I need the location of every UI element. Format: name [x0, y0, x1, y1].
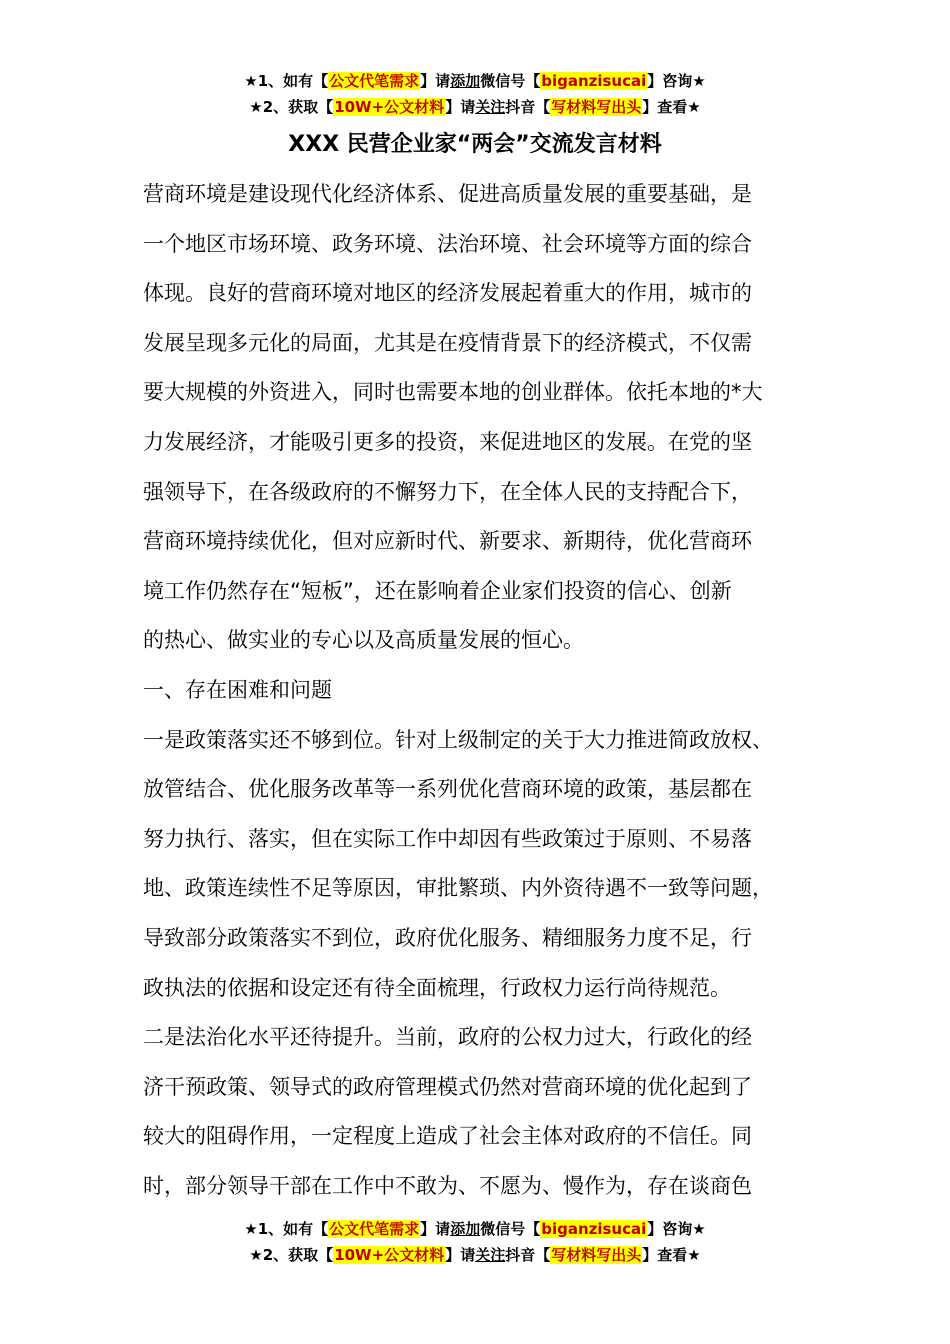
promo-highlight: 写材料写出头 — [551, 1246, 642, 1264]
promo-line-2 — [0, 94, 950, 120]
promo-text: 】请 — [445, 1246, 476, 1264]
body-line: 发展呈现多元化的局面，尤其是在疫情背景下的经济模式，不仅需 — [143, 330, 752, 355]
body-line: 体现。良好的营商环境对地区的经济发展起着重大的作用，城市的 — [143, 281, 752, 306]
promo-text: 】请 — [420, 72, 451, 90]
promo-banner-top — [0, 68, 950, 120]
body-line: 一个地区市场环境、政务环境、法治环境、社会环境等方面的综合 — [143, 231, 752, 256]
body-line: 导致部分政策落实不到位，政府优化服务、精细服务力度不足，行 — [143, 925, 752, 950]
body-line: 放管结合、优化服务改革等一系列优化营商环境的政策，基层都在 — [143, 777, 752, 802]
body-line: 一是政策落实还不够到位。针对上级制定的关于大力推进简政放权、 — [143, 727, 773, 752]
promo-line-2 — [0, 1242, 950, 1268]
promo-text: 微信号【 — [480, 72, 541, 90]
promo-text: ★1、如有【 — [244, 1220, 329, 1238]
body-line: 营商环境持续优化，但对应新时代、新要求、新期待，优化营商环 — [143, 529, 752, 554]
promo-highlight: 公文代笔需求 — [329, 72, 420, 90]
promo-text: 】查看★ — [642, 98, 701, 116]
document-body — [143, 170, 833, 1211]
promo-text: 】咨询★ — [647, 72, 706, 90]
promo-text: ★2、获取【 — [249, 98, 334, 116]
document-title: XXX 民营企业家“两会”交流发言材料 — [288, 132, 662, 157]
body-line: 济干预政策、领导式的政府管理模式仍然对营商环境的优化起到了 — [143, 1074, 752, 1099]
promo-text: 】咨询★ — [647, 1220, 706, 1238]
body-line: 力发展经济，才能吸引更多的投资，来促进地区的发展。在党的坚 — [143, 429, 752, 454]
body-line: 努力执行、落实，但在实际工作中却因有些政策过于原则、不易落 — [143, 826, 752, 851]
promo-underline: 关注 — [475, 98, 506, 116]
body-line: 要大规模的外资进入，同时也需要本地的创业群体。依托本地的*大 — [143, 380, 763, 405]
body-line: 的热心、做实业的专心以及高质量发展的恒心。 — [143, 628, 584, 653]
body-line: 时，部分领导干部在工作中不敢为、不愿为、慢作为，存在谈商色 — [143, 1173, 752, 1198]
promo-text: 抖音【 — [505, 1246, 551, 1264]
body-line: 营商环境是建设现代化经济体系、促进高质量发展的重要基础，是 — [143, 182, 752, 206]
promo-banner-bottom — [0, 1216, 950, 1268]
promo-underline: 添加 — [450, 1220, 481, 1238]
promo-underline: 添加 — [450, 72, 481, 90]
promo-text: 】请 — [420, 1220, 451, 1238]
promo-underline: 关注 — [475, 1246, 506, 1264]
promo-text: 抖音【 — [505, 98, 551, 116]
promo-text: 】请 — [445, 98, 476, 116]
promo-text: 微信号【 — [480, 1220, 541, 1238]
body-line: 二是法治化水平还待提升。当前，政府的公权力过大，行政化的经 — [143, 1025, 752, 1050]
body-line: 政执法的依据和设定还有待全面梳理，行政权力运行尚待规范。 — [143, 975, 731, 1000]
promo-highlight: 公文代笔需求 — [329, 1220, 420, 1238]
promo-highlight: 10W+公文材料 — [334, 1246, 445, 1264]
promo-text: ★1、如有【 — [244, 72, 329, 90]
body-line: 境工作仍然存在“短板”，还在影响着企业家们投资的信心、创新 — [143, 578, 732, 603]
promo-text: 】查看★ — [642, 1246, 701, 1264]
promo-line-1 — [0, 1216, 950, 1242]
promo-text: ★2、获取【 — [249, 1246, 334, 1264]
body-line: 较大的阻碍作用，一定程度上造成了社会主体对政府的不信任。同 — [143, 1124, 752, 1149]
body-line: 强领导下，在各级政府的不懈努力下，在全体人民的支持配合下， — [143, 479, 752, 504]
promo-highlight: biganzisucai — [541, 72, 647, 90]
promo-highlight: 写材料写出头 — [551, 98, 642, 116]
section-heading: 一、存在困难和问题 — [143, 677, 332, 702]
promo-highlight: 10W+公文材料 — [334, 98, 445, 116]
body-line: 地、政策连续性不足等原因，审批繁琐、内外资待遇不一致等问题， — [143, 876, 773, 901]
promo-line-1 — [0, 68, 950, 94]
promo-highlight: biganzisucai — [541, 1220, 647, 1238]
